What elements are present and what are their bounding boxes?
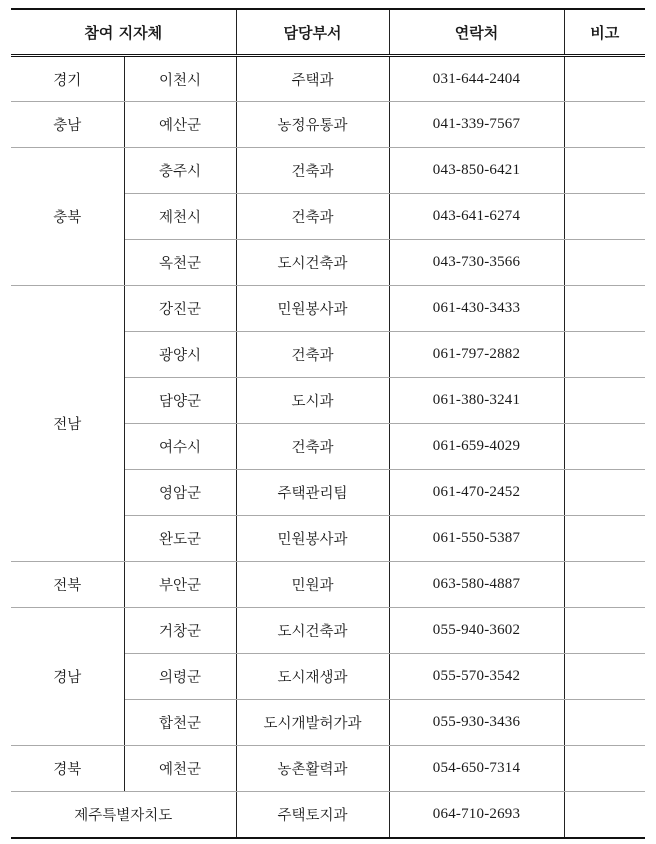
note-cell [564,792,645,838]
contact-cell: 063-580-4887 [389,562,564,608]
note-cell [564,102,645,148]
contact-cell: 064-710-2693 [389,792,564,838]
contact-cell: 031-644-2404 [389,56,564,102]
note-cell [564,148,645,194]
department-cell: 도시건축과 [236,240,389,286]
city-cell: 완도군 [124,516,236,562]
city-cell: 의령군 [124,654,236,700]
note-cell [564,286,645,332]
city-cell: 거창군 [124,608,236,654]
contact-cell: 055-940-3602 [389,608,564,654]
city-cell: 충주시 [124,148,236,194]
table-row [11,608,645,654]
department-cell: 민원봉사과 [236,516,389,562]
note-cell [564,700,645,746]
table-row [11,746,645,792]
note-cell [564,332,645,378]
city-cell: 광양시 [124,332,236,378]
city-cell: 부안군 [124,562,236,608]
table-row [11,102,645,148]
province-cell: 충남 [11,102,124,148]
department-cell: 도시재생과 [236,654,389,700]
contact-cell: 055-930-3436 [389,700,564,746]
header-note: 비고 [564,9,645,56]
note-cell [564,608,645,654]
department-cell: 민원과 [236,562,389,608]
contact-cell: 055-570-3542 [389,654,564,700]
province-cell: 충북 [11,148,124,286]
contact-table-wrapper [11,8,645,839]
contact-cell: 061-550-5387 [389,516,564,562]
header-contact: 연락처 [389,9,564,56]
contact-cell: 061-797-2882 [389,332,564,378]
note-cell [564,56,645,102]
note-cell [564,470,645,516]
participating-municipalities-table [11,8,645,839]
note-cell [564,562,645,608]
note-cell [564,424,645,470]
city-cell: 영암군 [124,470,236,516]
department-cell: 농정유통과 [236,102,389,148]
department-cell: 민원봉사과 [236,286,389,332]
province-cell: 전남 [11,286,124,562]
city-cell: 강진군 [124,286,236,332]
contact-cell: 054-650-7314 [389,746,564,792]
city-cell: 이천시 [124,56,236,102]
city-cell: 예천군 [124,746,236,792]
note-cell [564,516,645,562]
department-cell: 건축과 [236,424,389,470]
table-row [11,286,645,332]
contact-cell: 061-430-3433 [389,286,564,332]
contact-cell: 061-380-3241 [389,378,564,424]
contact-cell: 041-339-7567 [389,102,564,148]
header-department: 담당부서 [236,9,389,56]
city-cell: 합천군 [124,700,236,746]
department-cell: 건축과 [236,148,389,194]
jeju-name-cell: 제주특별자치도 [11,792,236,838]
table-row [11,56,645,102]
city-cell: 제천시 [124,194,236,240]
department-cell: 도시건축과 [236,608,389,654]
province-cell: 경남 [11,608,124,746]
province-cell: 경북 [11,746,124,792]
department-cell: 도시과 [236,378,389,424]
department-cell: 주택토지과 [236,792,389,838]
table-row [11,148,645,194]
contact-cell: 061-659-4029 [389,424,564,470]
department-cell: 건축과 [236,194,389,240]
province-cell: 전북 [11,562,124,608]
note-cell [564,654,645,700]
department-cell: 주택관리팀 [236,470,389,516]
department-cell: 주택과 [236,56,389,102]
city-cell: 옥천군 [124,240,236,286]
city-cell: 예산군 [124,102,236,148]
note-cell [564,378,645,424]
note-cell [564,240,645,286]
table-row [11,562,645,608]
note-cell [564,746,645,792]
contact-cell: 043-850-6421 [389,148,564,194]
contact-cell: 043-641-6274 [389,194,564,240]
note-cell [564,194,645,240]
contact-cell: 061-470-2452 [389,470,564,516]
header-row [11,9,645,56]
city-cell: 여수시 [124,424,236,470]
contact-cell: 043-730-3566 [389,240,564,286]
table-row-jeju [11,792,645,838]
province-cell: 경기 [11,56,124,102]
header-region: 참여 지자체 [11,9,236,56]
city-cell: 담양군 [124,378,236,424]
department-cell: 도시개발허가과 [236,700,389,746]
department-cell: 농촌활력과 [236,746,389,792]
department-cell: 건축과 [236,332,389,378]
table-body [11,56,645,838]
